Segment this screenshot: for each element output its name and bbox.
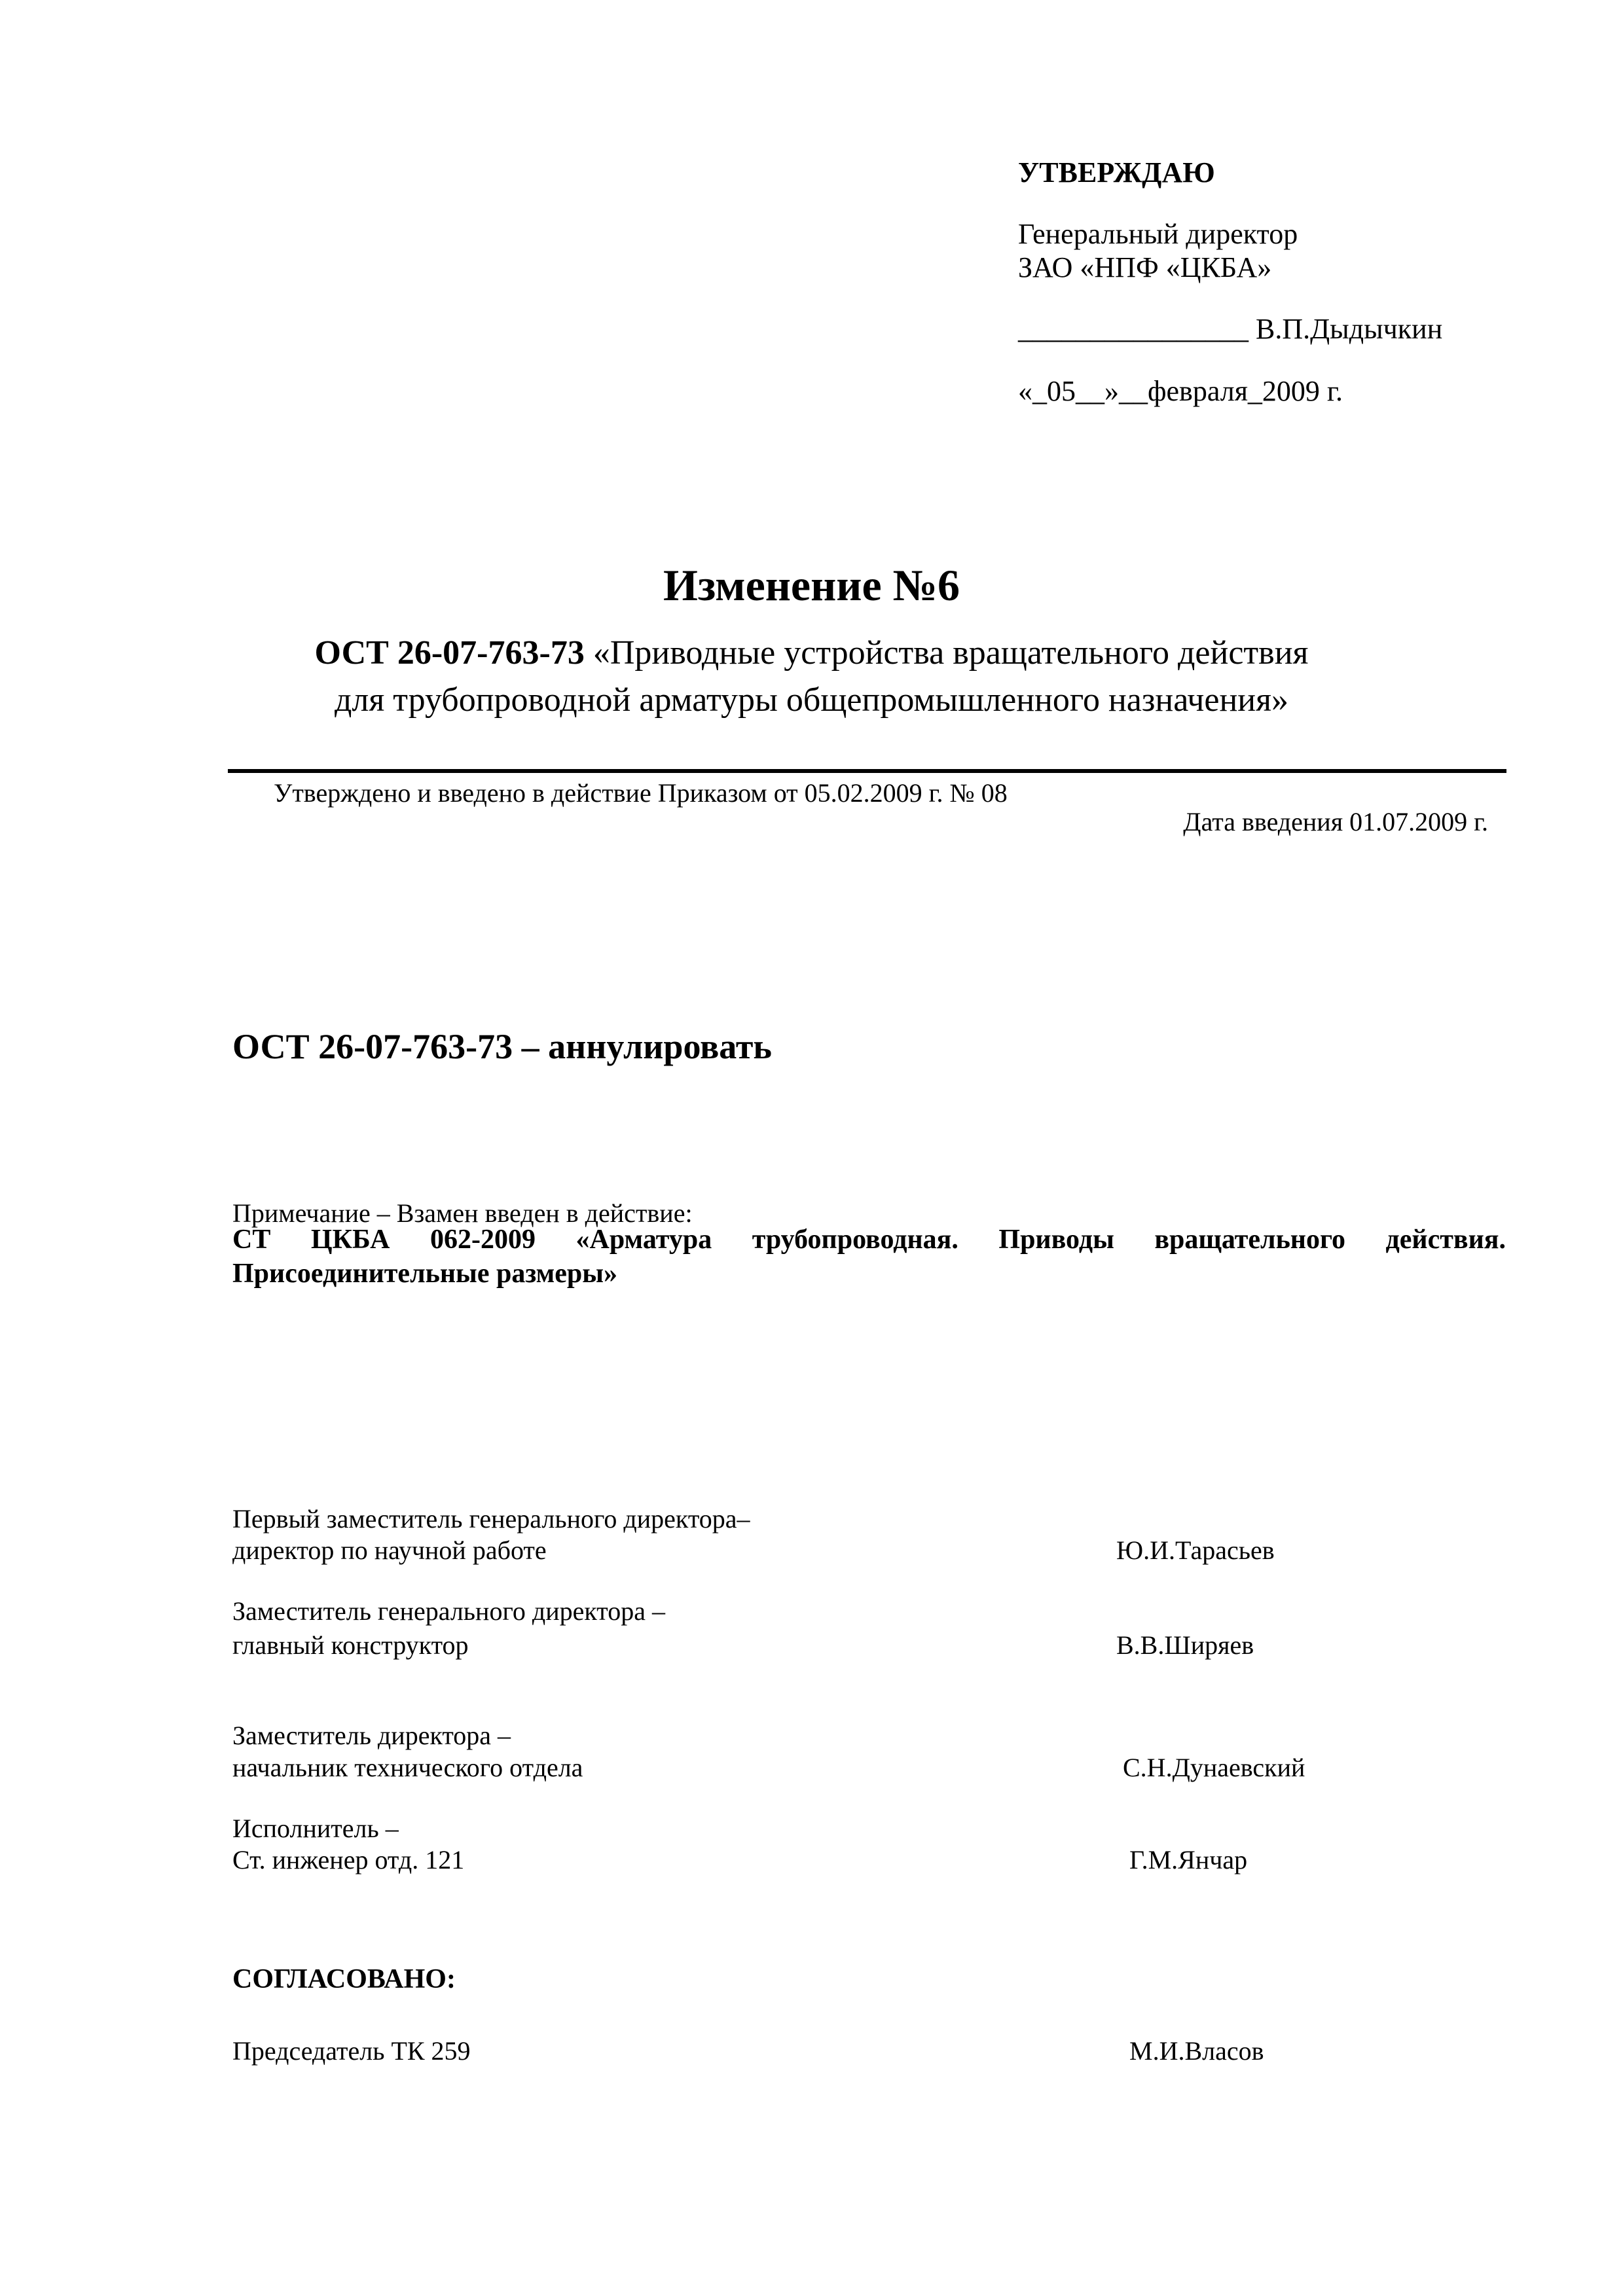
agreement-title: Председатель ТК 259 — [232, 2036, 471, 2066]
agreement-name: М.И.Власов — [1129, 2036, 1264, 2066]
signatory-3-title-line2: начальник технического отдела — [232, 1753, 583, 1782]
signatory-3-title-line1: Заместитель директора – — [232, 1721, 511, 1750]
signatory-1-title-line1: Первый заместитель генерального директора– — [232, 1504, 750, 1534]
approval-date: «_05__»__февраля_2009 г. — [1018, 375, 1343, 407]
signatory-2-name: В.В.Ширяев — [1116, 1630, 1254, 1660]
signatory-4-name: Г.М.Янчар — [1129, 1845, 1248, 1874]
note-text: СТ ЦКБА 062-2009 «Арматура трубопроводная. Приводы вращательного действия. Присоединительные размеры» — [232, 1225, 1506, 1289]
annulment-statement: ОСТ 26-07-763-73 – аннулировать — [232, 1027, 772, 1066]
signatory-4-title-line2: Ст. инженер отд. 121 — [232, 1845, 465, 1874]
signatory-1-title-line2: директор по научной работе — [232, 1535, 547, 1565]
standard-code: ОСТ 26-07-763-73 — [314, 634, 585, 672]
signatory-2-title-line1: Заместитель генерального директора – — [232, 1596, 665, 1626]
header-divider — [228, 769, 1506, 773]
standard-name-part1: «Приводные устройства вращательного действия — [584, 634, 1309, 672]
standard-name-line2: для трубопроводной арматуры общепромышленного назначения» — [334, 681, 1289, 719]
approval-order-text: Утверждено и введено в действие Приказом от 05.02.2009 г. № 08 — [274, 778, 1008, 808]
page-title: Изменение №6 — [663, 560, 960, 610]
note-label: Примечание – Взамен введен в действие: — [232, 1198, 693, 1228]
agreement-heading: СОГЛАСОВАНО: — [232, 1964, 456, 1994]
standard-name-line1 — [0, 634, 1623, 672]
signatory-1-name: Ю.И.Тарасьев — [1116, 1535, 1275, 1565]
approval-organization: ЗАО «НПФ «ЦКБА» — [1018, 251, 1272, 283]
signatory-2-title-line2: главный конструктор — [232, 1630, 469, 1660]
approval-signature-line: ________________ В.П.Дыдычкин — [1018, 313, 1443, 345]
signatory-4-title-line1: Исполнитель – — [232, 1814, 399, 1843]
effective-date: Дата введения 01.07.2009 г. — [1183, 807, 1488, 836]
approval-position: Генеральный директор — [1018, 218, 1298, 250]
signatory-3-name: С.Н.Дунаевский — [1123, 1753, 1305, 1782]
approval-heading: УТВЕРЖДАЮ — [1018, 156, 1215, 188]
